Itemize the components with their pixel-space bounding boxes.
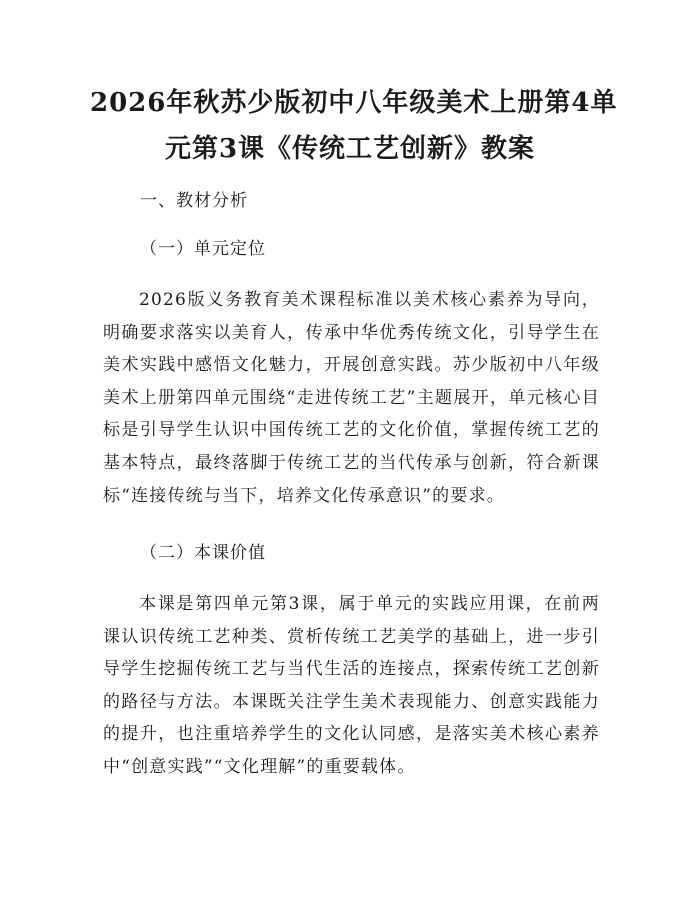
paragraph-unit-positioning: 2026版义务教育美术课程标准以美术核心素养为导向，明确要求落实以美育人，传承中华优秀传统文化，引导学生在美术实践中感悟文化魅力，开展创意实践。苏少版初中八年级美术上册第四单元围绕“走进传统工艺”主题展开，单元核心目标是引导学生认识中国传统工艺的文化价值，掌握传统工艺的基本特点，最终落脚于传统工艺的当代传承与创新，符合新课标“连接传统与当下，培养文化传承意识”的要求。 [103,290,600,506]
paragraph-lesson-value: 本课是第四单元第3课，属于单元的实践应用课，在前两课认识传统工艺种类、赏析传统工艺美学的基础上，进一步引导学生挖掘传统工艺与当代生活的连接点，探索传统工艺创新的路径与方法。本课既关注学生美术表现能力、创意实践能力的提升，也注重培养学生的文化认同感，是落实美术核心素养中“创意实践”“文化理解”的重要载体。 [103,594,600,777]
subsection-heading-lesson-value: （二）本课价值 [140,543,266,563]
section-heading-textbook-analysis: 一、教材分析 [140,191,248,211]
subsection-heading-unit-positioning: （一）单元定位 [140,239,266,259]
document-title-line-1: 2026年秋苏少版初中八年级美术上册第4单 [90,88,618,118]
document-title-line-2: 元第3课《传统工艺创新》教案 [164,134,536,164]
